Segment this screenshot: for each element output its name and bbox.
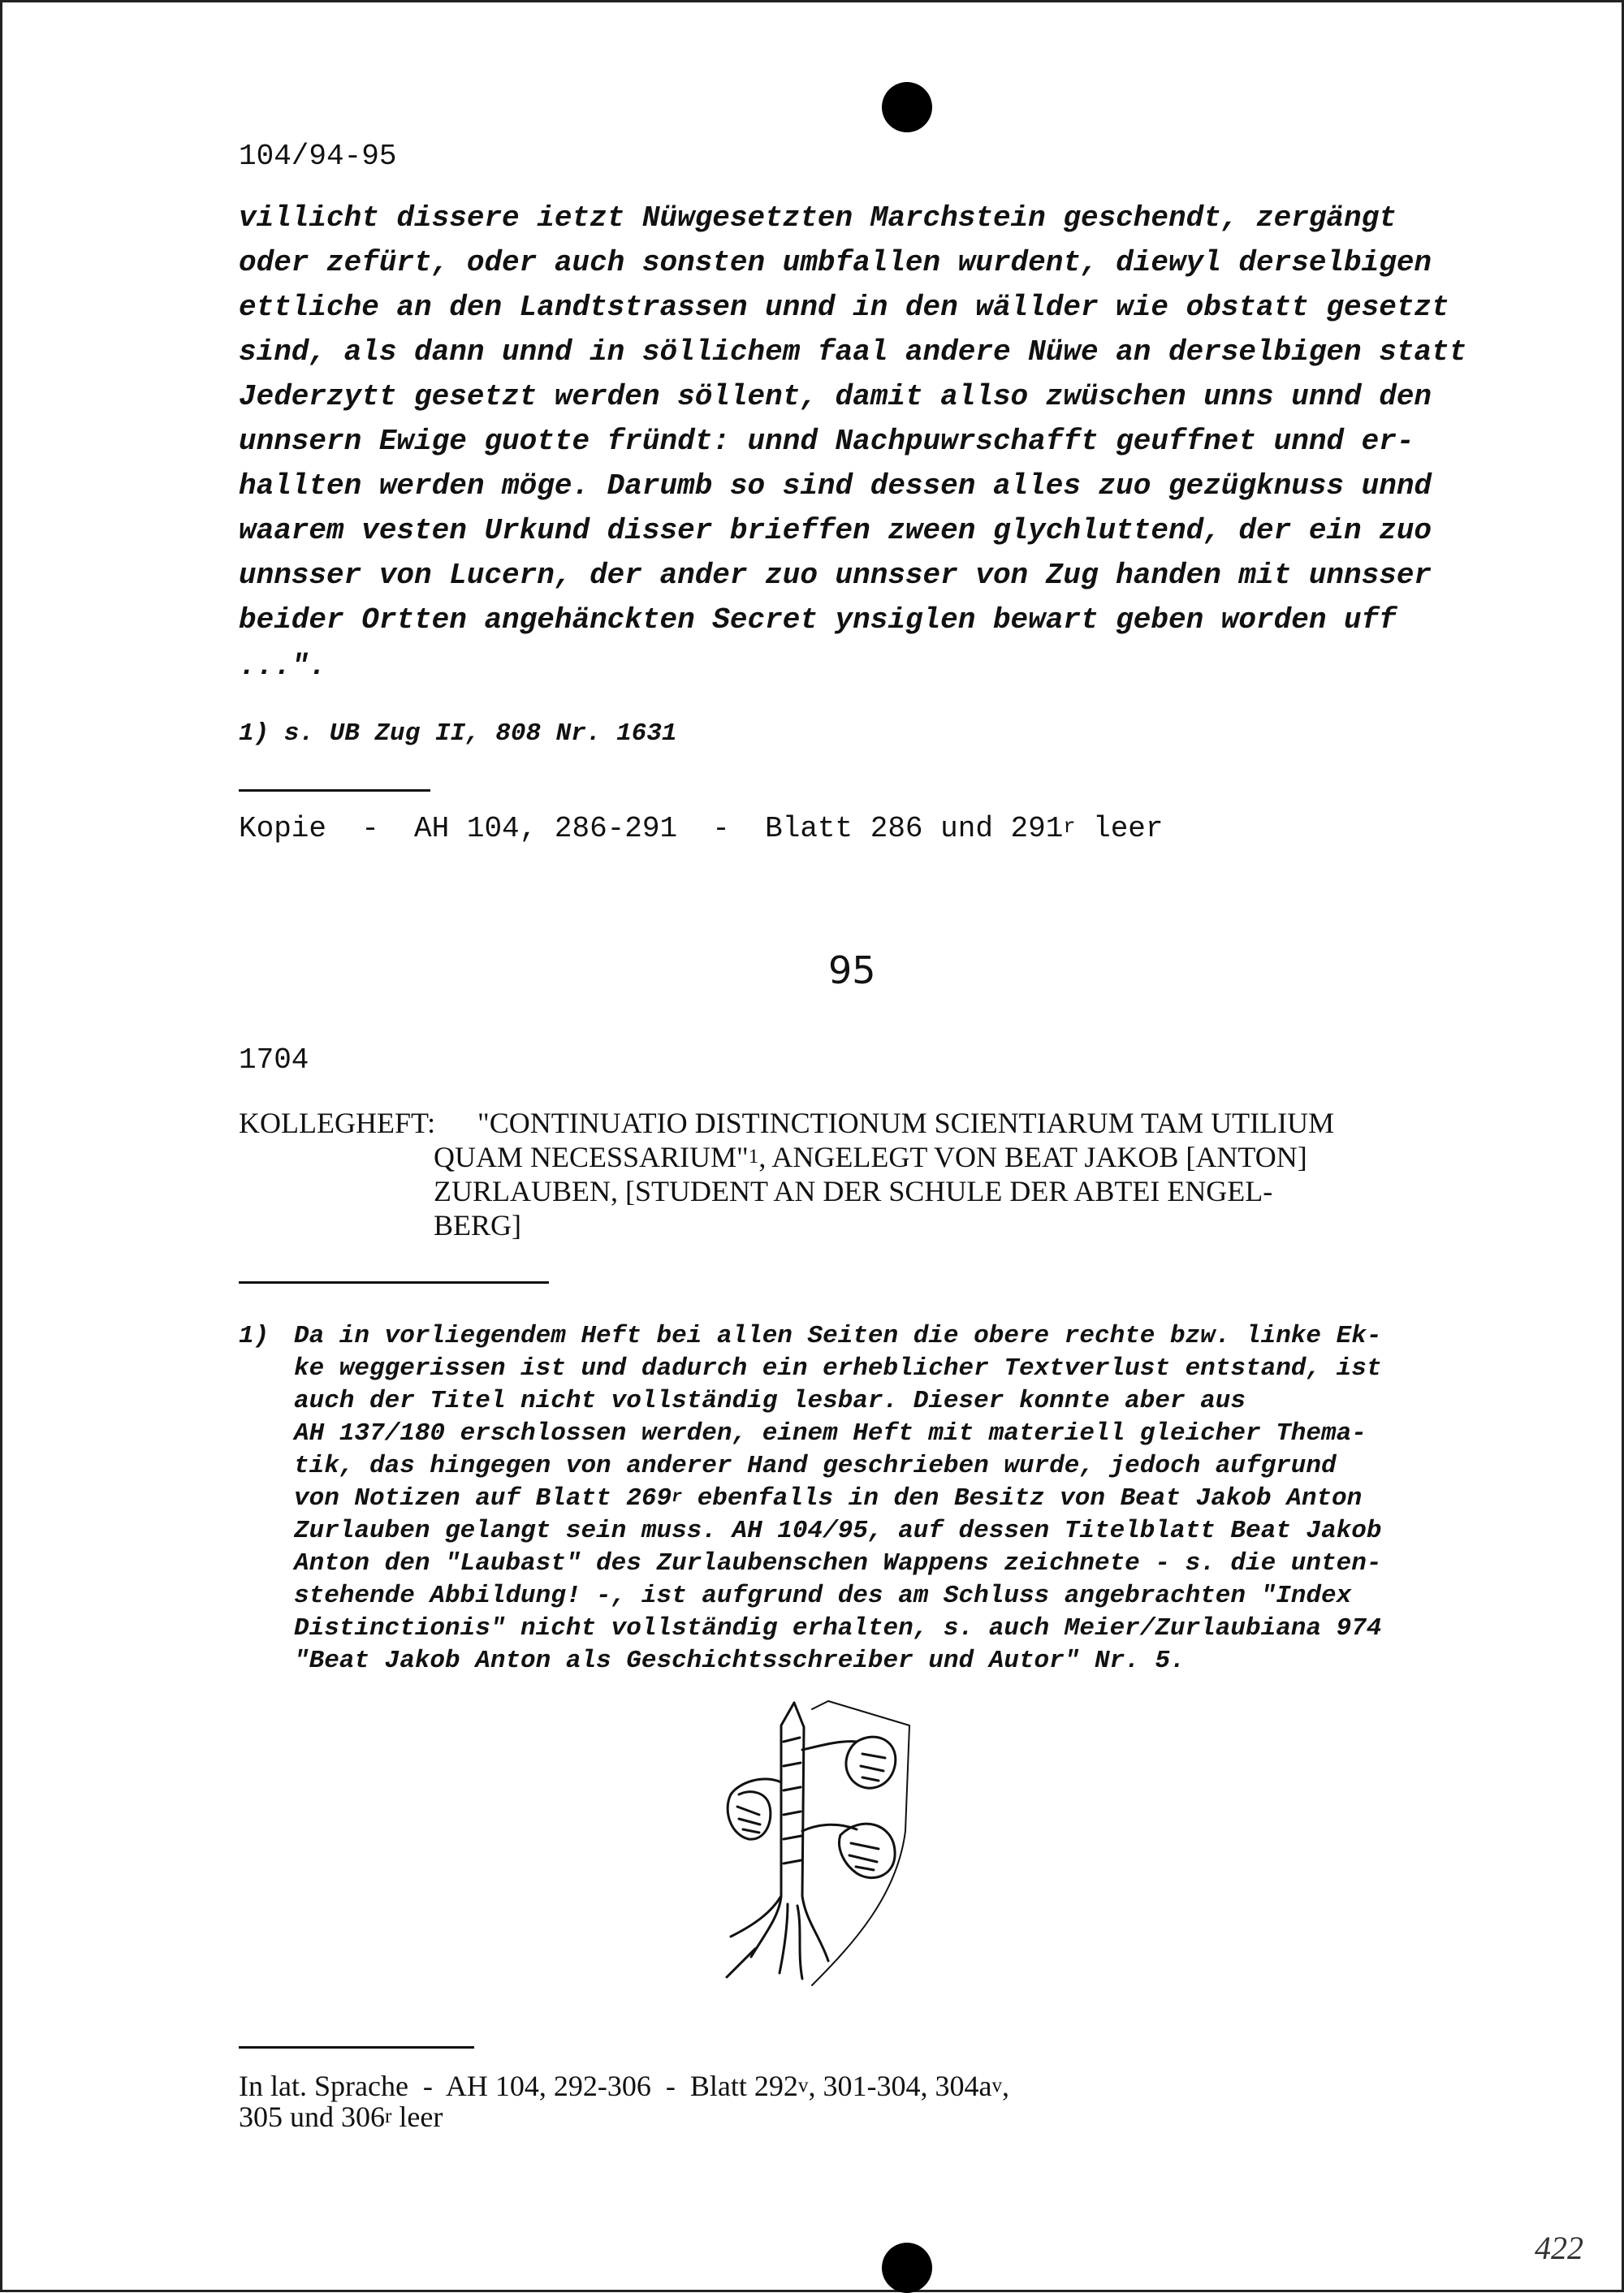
footnote-line: Zurlauben gelangt sein muss. AH 104/95, auf dessen Titelblatt Beat Jakob	[294, 1517, 1382, 1545]
title-line: "CONTINUATIO DISTINCTIONUM SCIENTIARUM TAM UTILIUM	[477, 1107, 1335, 1139]
footnote-marker: 1	[748, 1145, 759, 1168]
laubast-illustration	[706, 1693, 926, 1993]
source-line: 305 und 306$^r$ leer	[239, 2101, 443, 2133]
document-94-source	[239, 812, 1164, 845]
footnote-line: stehende Abbildung! -, ist aufgrund des am Schluss angebrachten "Index	[294, 1582, 1352, 1610]
handwritten-page-number: 422	[1535, 2230, 1583, 2266]
footnote-line: Da in vorliegendem Heft bei allen Seiten die obere rechte bzw. linke Ek-	[294, 1322, 1382, 1350]
source-line: In lat. Sprache - AH 104, 292-306 - Blatt 292$^v$, 301-304, $304a^v$,	[239, 2070, 1010, 2102]
punch-hole-top	[882, 82, 932, 132]
text-line: unnsser von Lucern, der ander zuo unnsser von Zug handen mit unnsser	[239, 559, 1432, 592]
text-line: hallten werden möge. Darumb so sind dessen alles zuo gezügknuss unnd	[239, 469, 1432, 503]
footnote-line: "Beat Jakob Anton als Geschichtsschreiber und Autor" Nr. 5.	[294, 1647, 1186, 1675]
title-line: ZURLAUBEN, [STUDENT AN DER SCHULE DER ABTEI ENGEL-	[434, 1175, 1273, 1207]
source-sup: r	[1063, 814, 1076, 839]
footnote-line: ke weggerissen ist und dadurch ein erheblicher Textverlust entstand, ist	[294, 1354, 1382, 1383]
punch-hole-bottom	[882, 2243, 932, 2293]
title-line: BERG]	[434, 1209, 521, 1242]
text-line: unnsern Ewige guotte fründt: unnd Nachpuwrschafft geuffnet unnd er-	[239, 425, 1415, 458]
footnote-line: Anton den "Laubast" des Zurlaubenschen Wappens zeichnete - s. die unten-	[294, 1549, 1382, 1578]
title-line: QUAM NECESSARIUM"$^1$, ANGELEGT VON BEAT JAKOB [ANTON]	[434, 1141, 1307, 1173]
source-text: Kopie - AH 104, 286-291 - Blatt 286 und 291	[239, 812, 1064, 845]
document-number: 95	[828, 948, 876, 992]
text-line: beider Ortten angehänckten Secret ynsiglen bewart geben worden uff	[239, 603, 1397, 637]
document-94-footnote: 1) s. UB Zug II, 808 Nr. 1631	[239, 719, 677, 748]
text-line: sind, als dann unnd in söllichem faal andere Nüwe an derselbigen statt	[239, 335, 1467, 369]
scan-border-top	[0, 0, 1624, 2]
footnote-line: tik, das hingegen von anderer Hand geschrieben wurde, jedoch aufgrund	[294, 1452, 1337, 1480]
footnote-rule	[239, 1281, 549, 1284]
text-line: Jederzytt gesetzt werden söllent, damit allso zwüschen unns unnd den	[239, 380, 1432, 413]
source-text: leer	[1075, 812, 1164, 845]
text-line: ...".	[239, 650, 327, 683]
text-line: oder zefürt, oder auch sonsten umbfallen wurdent, diewyl derselbigen	[239, 246, 1432, 279]
text-line: ettliche an den Landtstrassen unnd in den wällder wie obstatt gesetzt	[239, 291, 1449, 324]
title-label: KOLLEGHEFT:	[239, 1107, 436, 1139]
document-reference: 104/94-95	[239, 140, 397, 173]
footnote-line: von Notizen auf Blatt 269$^r$ ebenfalls in den Besitz von Beat Jakob Anton	[294, 1484, 1363, 1513]
text-line: waarem vesten Urkund disser brieffen zween glychluttend, der ein zuo	[239, 514, 1432, 547]
footnote-line: AH 137/180 erschlossen werden, einem Heft mit materiell gleicher Thema-	[294, 1419, 1367, 1448]
footnote-line: Distinctionis" nicht vollständig erhalten, s. auch Meier/Zurlaubiana 974	[294, 1614, 1382, 1643]
footnote-rule	[239, 2046, 474, 2049]
scan-border-left	[0, 0, 2, 2292]
text-line: villicht dissere ietzt Nüwgesetzten Marchstein geschendt, zergängt	[239, 201, 1397, 235]
footnote-line: auch der Titel nicht vollständig lesbar. Dieser konnte aber aus	[294, 1387, 1246, 1415]
document-year: 1704	[239, 1043, 309, 1077]
footnote-marker: 1)	[239, 1322, 270, 1350]
footnote-rule	[239, 789, 430, 792]
